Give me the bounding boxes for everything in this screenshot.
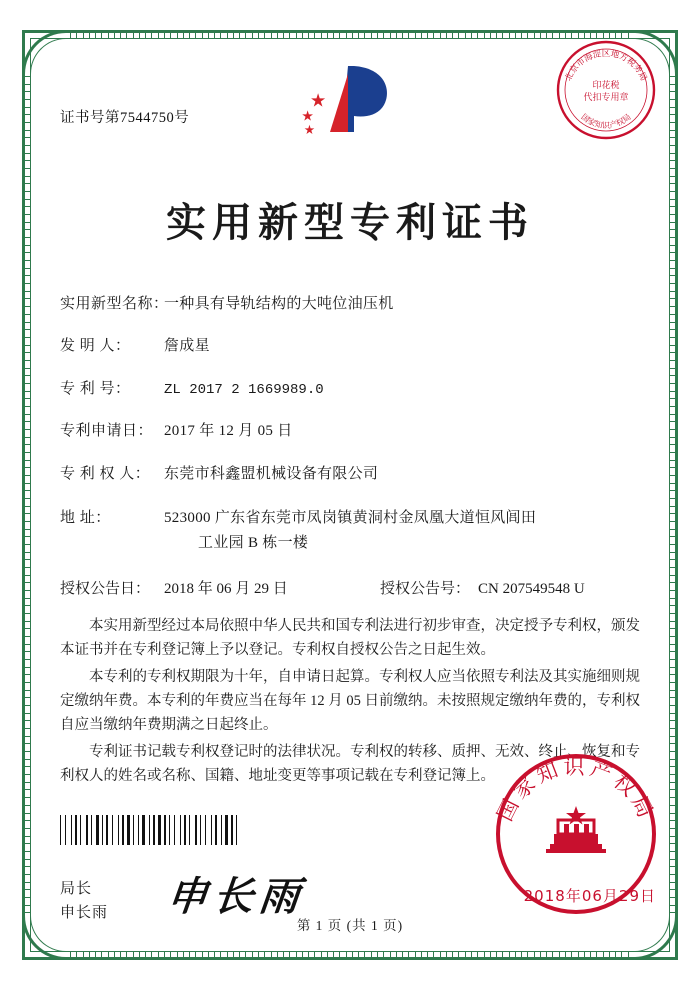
field-label: 专 利 号： [60, 380, 131, 397]
field-label: 专 利 权 人： [60, 465, 151, 482]
field-label: 授权公告日： [60, 580, 151, 597]
field-label: 地 址： [60, 509, 111, 526]
svg-text:国家知识产权局: 国家知识产权局 [579, 112, 633, 130]
handwritten-signature: 申长雨 [164, 872, 308, 920]
field-label: 授权公告号： [380, 580, 471, 597]
page-title: 实用新型专利证书 [166, 199, 534, 246]
field-application-date [60, 421, 640, 441]
field-patentee [60, 464, 640, 484]
field-grant-date [60, 579, 380, 599]
field-inventor [60, 336, 640, 356]
field-grant-number [380, 579, 585, 599]
field-value: 东莞市科鑫盟机械设备有限公司 [164, 465, 379, 482]
address-line-1: 523000 广东省东莞市凤岗镇黄洞村金凤凰大道恒风闾田 [164, 509, 537, 526]
field-list [60, 294, 640, 599]
field-utility-model-name [60, 294, 640, 314]
svg-text:印花税: 印花税 [592, 81, 620, 91]
page-footer: 第 1 页 (共 1 页) [296, 918, 404, 933]
border-pattern-top [70, 30, 630, 38]
svg-text:代扣专用章: 代扣专用章 [583, 93, 629, 103]
paragraph-3: 专利证书记载专利权登记时的法律状况。专利权的转移、质押、无效、终止、恢复和专利权人的姓名或名称、国籍、地址变更等事项记载在专利登记簿上。 [60, 743, 640, 784]
svg-text:国家知识产权局: 国家知识产权局 [492, 755, 660, 825]
address-line-2: 工业园 B 栋一楼 [198, 535, 309, 552]
field-value: 2017 年 12 月 05 日 [164, 423, 293, 440]
svg-text:北京市海淀区地方税务局: 北京市海淀区地方税务局 [563, 49, 649, 83]
field-patent-number [60, 379, 640, 400]
grant-row [60, 579, 640, 599]
paragraph-2: 本专利的专利权期限为十年，自申请日起算。专利权人应当依照专利法及其实施细则规定缴纳年费。本专利的年费应当在每年 12 月 05 日前缴纳。未按照规定缴纳年费的，专利权自应当缴纳年费期满之日起终止。 [60, 668, 640, 733]
field-label: 专利申请日： [60, 423, 154, 440]
director-role-label: 局长 [60, 880, 93, 897]
barcode [60, 815, 280, 845]
field-label: 实用新型名称： [60, 296, 169, 312]
field-value: 詹成星 [164, 338, 210, 355]
paragraph-1: 本实用新型经过本局依照中华人民共和国专利法进行初步审查，决定授予专利权，颁发本证书并在专利登记簿上予以登记。专利权自授权公告之日起生效。 [60, 618, 640, 659]
certificate-number: 证书号第7544750号 [60, 110, 190, 126]
field-value [164, 506, 640, 557]
border-pattern-bottom [70, 952, 630, 960]
field-value: ZL 2017 2 1669989.0 [164, 381, 324, 398]
director-name-label: 申长雨 [60, 904, 109, 921]
field-value: CN 207549548 U [478, 580, 585, 597]
field-value: 一种具有导轨结构的大吨位油压机 [164, 296, 394, 312]
field-label: 发 明 人： [60, 338, 131, 355]
border-pattern-right [670, 76, 678, 914]
border-pattern-left [22, 76, 30, 914]
field-address [60, 506, 640, 557]
field-value: 2018 年 06 月 29 日 [164, 580, 288, 597]
seal-date: 2018年06月29日 [523, 887, 656, 905]
